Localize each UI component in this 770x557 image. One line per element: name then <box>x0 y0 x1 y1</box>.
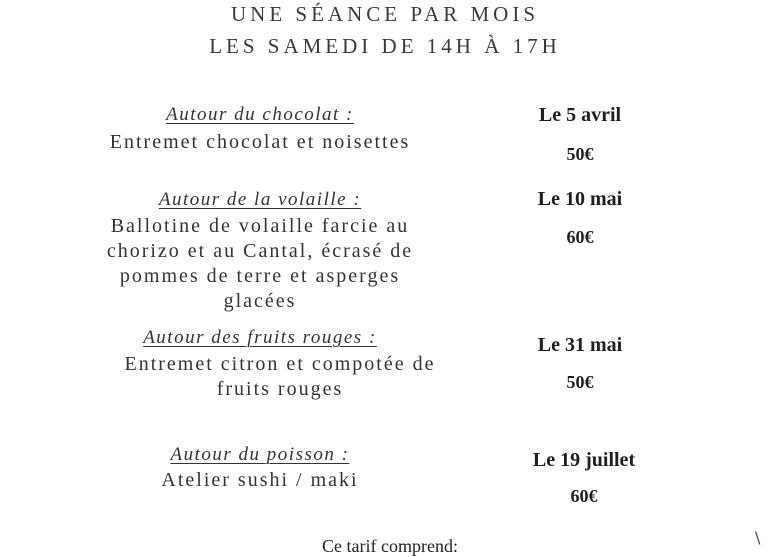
item-price-fruits-rouges: 50€ <box>566 372 594 392</box>
schedule-heading-frequency: UNE SÉANCE PAR MOIS <box>230 2 539 26</box>
item-desc-line: Entremet chocolat et noisettes <box>109 131 411 153</box>
item-date-fruits-rouges: Le 31 mai <box>537 334 623 356</box>
item-desc-line: pommes de terre et asperges <box>119 265 401 287</box>
item-title-chocolat: Autour du chocolat : <box>166 104 354 125</box>
item-title-poisson: Autour du poisson : <box>170 444 350 465</box>
corner-mark: \ <box>755 528 761 547</box>
item-date-chocolat: Le 5 avril <box>538 104 622 126</box>
item-desc-line: Ballotine de volaille farcie au <box>110 215 410 237</box>
item-title-volaille: Autour de la volaille : <box>158 189 362 210</box>
item-desc-line: Entremet citron et compotée de <box>124 353 436 375</box>
item-price-poisson: 60€ <box>570 486 598 506</box>
item-desc-line: fruits rouges <box>216 378 344 400</box>
schedule-heading-time: LES SAMEDI DE 14H À 17H <box>209 34 561 58</box>
tarif-footer-text: Ce tarif comprend: <box>322 536 458 556</box>
item-desc-chocolat <box>40 130 480 155</box>
item-date-volaille: Le 10 mai <box>537 188 623 210</box>
item-title-fruits-rouges: Autour des fruits rouges : <box>143 327 377 348</box>
item-price-chocolat: 50€ <box>566 144 594 164</box>
item-desc-line: chorizo et au Cantal, écrasé de <box>106 240 414 262</box>
item-desc-volaille <box>40 214 480 314</box>
item-desc-line: Atelier sushi / maki <box>161 469 359 491</box>
item-price-volaille: 60€ <box>566 227 594 247</box>
item-desc-line: glacées <box>223 290 297 312</box>
item-desc-fruits-rouges <box>40 352 520 402</box>
item-date-poisson: Le 19 juillet <box>532 449 636 471</box>
item-desc-poisson <box>40 468 480 493</box>
